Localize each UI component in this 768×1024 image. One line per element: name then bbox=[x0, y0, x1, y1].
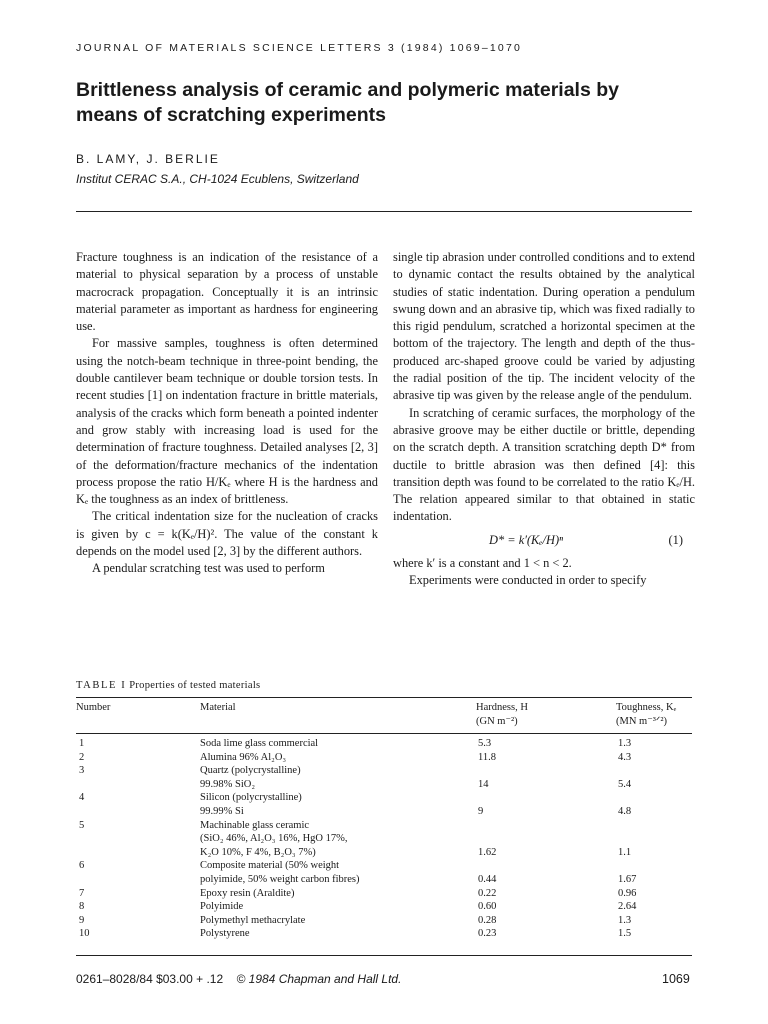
table-cell-hardness: 0.23 bbox=[478, 928, 497, 940]
table-cell-material: Quartz (polycrystalline) bbox=[200, 765, 301, 777]
table-cell-hardness: 0.60 bbox=[478, 901, 497, 913]
table-cell-toughness: 1.3 bbox=[618, 914, 632, 926]
table-cell-material: Polystyrene bbox=[200, 928, 250, 940]
table-cell-hardness: 5.3 bbox=[478, 738, 492, 749]
table-cell-material: (SiO₂ 46%, Al₂O₃ 16%, HgO 17%, bbox=[200, 833, 348, 845]
table-cell-material: Composite material (50% weight bbox=[200, 860, 340, 872]
table-header-rule bbox=[76, 733, 692, 734]
table-caption-text: Properties of tested materials bbox=[129, 680, 261, 691]
table-cell-hardness: 1.62 bbox=[478, 846, 497, 858]
table-cell-hardness: 0.28 bbox=[478, 914, 497, 926]
table-cell-toughness: 4.8 bbox=[618, 806, 632, 817]
equation-text: D* = k′(Kₑ/H)ⁿ bbox=[489, 532, 563, 547]
page-number: 1069 bbox=[662, 972, 690, 986]
table-cell-material: Soda lime glass commercial bbox=[200, 738, 319, 749]
left-column bbox=[76, 249, 378, 578]
paragraph: single tip abrasion under controlled conditions and to extend to dynamic contact the results obtained by the analytical studies of static indentation. During operation a pendulum swung down and an abrasive tip, which was fixed radially to this rigid pendulum, scratched a horizontal specimen at the bottom of the trajectory. The length and depth of the thus-produced arc-shaped groove could be varied by adjusting the radial position of the tip. The incident velocity of the abrasive tip was given by the release angle of the pendulum. bbox=[393, 250, 695, 403]
table-cell-number: 9 bbox=[79, 914, 85, 926]
table-cell-material: 99.98% SiO₂ bbox=[200, 778, 255, 790]
paragraph: Fracture toughness is an indication of the resistance of a material to physical separation by a process of unstable macrocrack propagation. Conceptually it is an intrinsic material parameter as important as hardness for engineering use. bbox=[76, 250, 378, 334]
paragraph: The critical indentation size for the nucleation of cracks is given by c = k(Kₑ/H)². The value of the constant k depends on the model used [2, 3] by the different authors. bbox=[76, 509, 378, 559]
table-cell-toughness: 2.64 bbox=[618, 901, 637, 913]
equation-number: (1) bbox=[668, 532, 683, 547]
table-cell-number: 10 bbox=[79, 928, 90, 940]
table-cell-number: 1 bbox=[79, 738, 85, 749]
header-divider bbox=[76, 211, 692, 212]
table-cell-number: 2 bbox=[79, 751, 85, 763]
paragraph: Experiments were conducted in order to specify bbox=[409, 573, 647, 588]
table-cell-hardness: 0.22 bbox=[478, 887, 497, 899]
paragraph: In scratching of ceramic surfaces, the morphology of the abrasive groove may be either ductile or brittle, depending on the scratch depth. A transition scratching depth D* from ductile to brittle abrasion was then defined [4]: this transition depth was found to be correlated to the ratio Kₑ/H. The relation appeared similar to that obtained in static indentation. bbox=[393, 405, 695, 524]
column-header-toughness: Toughness, Kₑ bbox=[616, 702, 677, 713]
footer-left bbox=[76, 972, 401, 986]
table-cell-number: 3 bbox=[79, 765, 85, 777]
column-header-hardness-unit: (GN m⁻²) bbox=[476, 716, 518, 727]
table-top-rule bbox=[76, 697, 692, 698]
table-cell-toughness: 5.4 bbox=[618, 778, 632, 790]
table-cell-hardness: 9 bbox=[478, 806, 484, 817]
table-label: TABLE I bbox=[76, 680, 127, 691]
column-header-number: Number bbox=[76, 702, 111, 713]
table-cell-material: 99.99% Si bbox=[200, 806, 244, 817]
table-cell-hardness: 11.8 bbox=[478, 751, 496, 763]
table-cell-number: 8 bbox=[79, 901, 85, 913]
table-cell-number: 6 bbox=[79, 860, 85, 872]
table-caption bbox=[76, 680, 260, 691]
table-cell-hardness: 14 bbox=[478, 778, 489, 790]
table-cell-material: Silicon (polycrystalline) bbox=[200, 792, 302, 804]
journal-header: JOURNAL OF MATERIALS SCIENCE LETTERS 3 (1984) 1069–1070 bbox=[76, 42, 523, 54]
issn-price: 0261–8028/84 $03.00 + .12 bbox=[76, 972, 224, 986]
table-cell-hardness: 0.44 bbox=[478, 874, 497, 885]
column-header-hardness: Hardness, H bbox=[476, 702, 528, 713]
table-cell-material: Epoxy resin (Araldite) bbox=[200, 887, 295, 899]
table-cell-number: 7 bbox=[79, 887, 85, 899]
table-cell-toughness: 1.67 bbox=[618, 874, 637, 885]
article-title: Brittleness analysis of ceramic and polymeric materials by means of scratching experiments bbox=[76, 79, 619, 126]
table-cell-toughness: 1.5 bbox=[618, 928, 632, 940]
paragraph: A pendular scratching test was used to perform bbox=[92, 561, 325, 576]
table-cell-material: polyimide, 50% weight carbon fibres) bbox=[200, 874, 360, 885]
table-cell-number: 4 bbox=[79, 792, 85, 804]
table-bottom-rule bbox=[76, 955, 692, 956]
table-cell-material: Polyimide bbox=[200, 901, 244, 913]
column-header-toughness-unit: (MN m⁻³ᐟ²) bbox=[616, 716, 667, 727]
table-cell-material: K₂O 10%, F 4%, B₂O₃ 7%) bbox=[200, 846, 316, 858]
table-cell-toughness: 1.3 bbox=[618, 738, 632, 749]
authors: B. LAMY, J. BERLIE bbox=[76, 152, 220, 166]
paragraph: For massive samples, toughness is often determined using the notch-beam technique in three-point bending, the double cantilever beam technique or double torsion tests. In recent studies [1] on indentation fracture in brittle materials, analysis of the cracks which form beneath a pointed indenter and grow stably with increasing load is used for the determination of fracture toughness. Detailed analyses [2, 3] of the deformation/fracture mechanics of the indentation process propose the ratio H/Kₑ where H is the hardness and Kₑ the toughness as an index of brittleness. bbox=[76, 336, 378, 507]
table-cell-toughness: 0.96 bbox=[618, 887, 637, 899]
table-cell-material: Alumina 96% Al₂O₃ bbox=[200, 751, 287, 763]
right-column bbox=[393, 249, 695, 590]
paragraph: where k′ is a constant and 1 < n < 2. bbox=[393, 556, 572, 571]
table-cell-toughness: 1.1 bbox=[618, 846, 632, 858]
table-cell-toughness: 4.3 bbox=[618, 751, 632, 763]
column-header-material: Material bbox=[200, 702, 236, 713]
table-cell-material: Machinable glass ceramic bbox=[200, 819, 310, 831]
affiliation: Institut CERAC S.A., CH-1024 Ecublens, Switzerland bbox=[76, 172, 359, 186]
table-cell-number: 5 bbox=[79, 819, 85, 831]
equation-1 bbox=[393, 526, 695, 555]
copyright: © 1984 Chapman and Hall Ltd. bbox=[236, 972, 402, 986]
table-cell-material: Polymethyl methacrylate bbox=[200, 914, 306, 926]
